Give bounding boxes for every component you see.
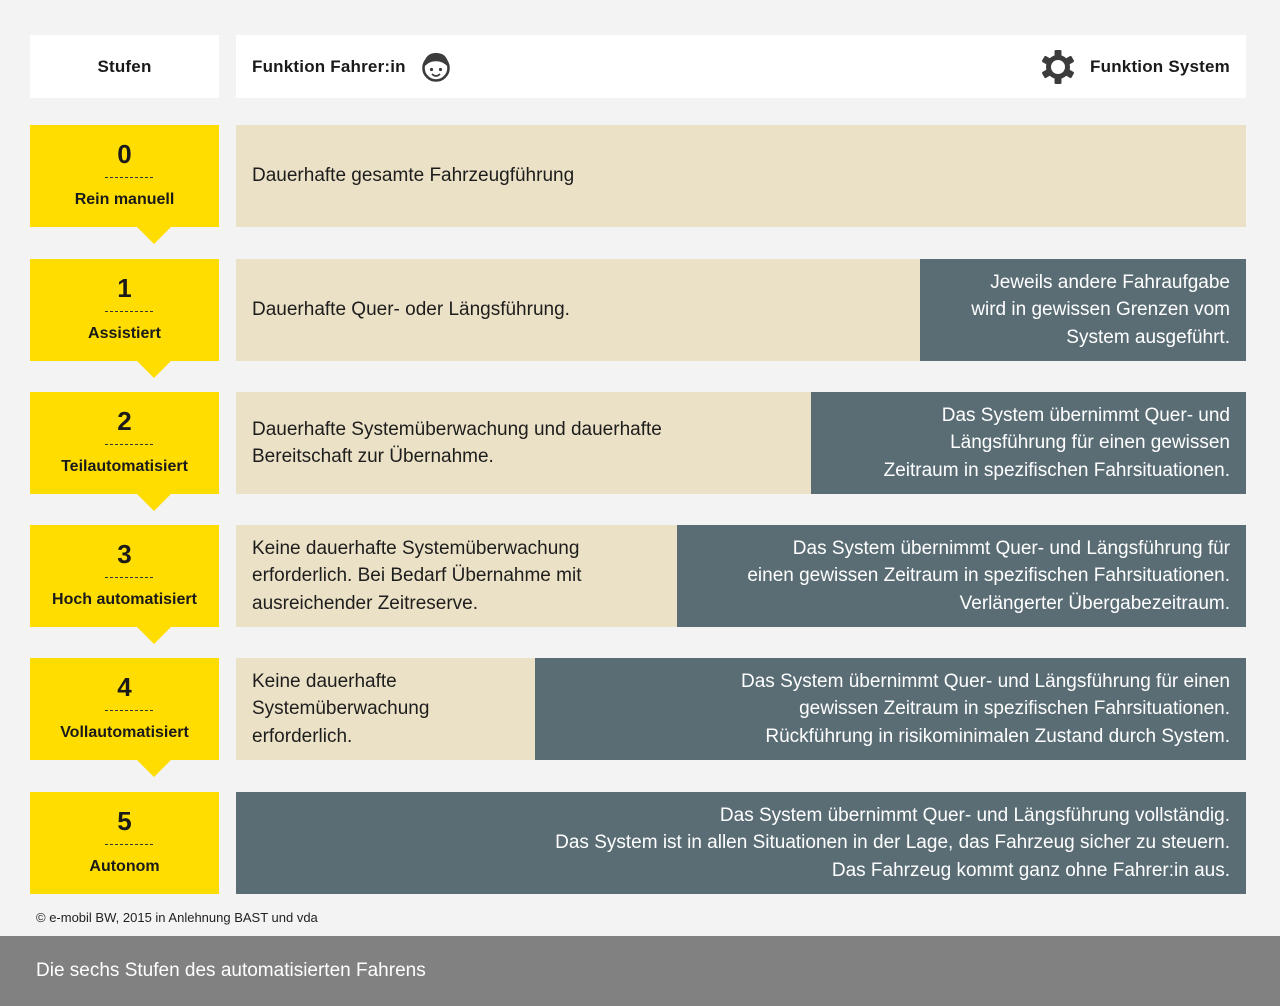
level-name: Autonom xyxy=(89,858,160,875)
footer-bar xyxy=(0,936,1280,1006)
level-1-stage xyxy=(30,259,219,361)
level-number: 1 xyxy=(117,273,132,303)
level-name: Hoch automatisiert xyxy=(52,591,197,608)
footer-title: Die sechs Stufen des automatisierten Fahrens xyxy=(36,960,426,981)
down-arrow-icon xyxy=(137,627,171,644)
system-function-label: Funktion System xyxy=(1090,56,1230,76)
down-arrow-icon xyxy=(137,227,171,244)
divider xyxy=(105,710,153,711)
level-2-driver-function: Dauerhafte Systemüberwachung und dauerhafte Bereitschaft zur Übernahme. xyxy=(236,392,812,494)
level-number: 4 xyxy=(117,672,132,702)
level-number: 3 xyxy=(117,539,132,569)
level-0-row xyxy=(0,125,1280,227)
header-functions xyxy=(236,35,1246,98)
system-header xyxy=(1040,49,1230,85)
level-number: 0 xyxy=(117,139,132,169)
driver-header xyxy=(252,49,454,85)
down-arrow-icon xyxy=(137,361,171,378)
divider xyxy=(105,444,153,445)
level-4-row xyxy=(0,658,1280,760)
divider xyxy=(105,844,153,845)
level-name: Teilautomatisiert xyxy=(61,458,188,475)
level-name: Rein manuell xyxy=(74,191,175,208)
level-4-system-function: Das System übernimmt Quer- und Längsführung für einen gewissen Zeitraum in spezifischen Fahrsituationen. Rückführung in risikominimalen Zustand durch System. xyxy=(535,658,1246,760)
gear-icon xyxy=(1040,49,1076,85)
level-0-driver-function: Dauerhafte gesamte Fahrzeugführung xyxy=(236,125,1246,227)
level-0-stage xyxy=(30,125,219,227)
down-arrow-icon xyxy=(137,760,171,777)
level-name: Vollautomatisiert xyxy=(60,724,189,741)
level-2-stage xyxy=(30,392,219,494)
level-2-system-function: Das System übernimmt Quer- und Längsführung für einen gewissen Zeitraum in spezifischen Fahrsituationen. xyxy=(811,392,1246,494)
level-number: 2 xyxy=(117,406,132,436)
divider xyxy=(105,177,153,178)
divider xyxy=(105,577,153,578)
level-3-stage xyxy=(30,525,219,627)
level-3-row xyxy=(0,525,1280,627)
copyright-credit: © e-mobil BW, 2015 in Anlehnung BAST und vda xyxy=(36,910,318,925)
level-2-row xyxy=(0,392,1280,494)
header-stufen xyxy=(30,35,219,98)
driver-function-label: Funktion Fahrer:in xyxy=(252,56,406,76)
level-3-system-function: Das System übernimmt Quer- und Längsführung für einen gewissen Zeitraum in spezifischen Fahrsituationen. Verlängerter Übergabezeitraum. xyxy=(677,525,1246,627)
level-4-stage xyxy=(30,658,219,760)
level-5-row xyxy=(0,792,1280,894)
level-4-driver-function: Keine dauerhafte Systemüberwachung erforderlich. xyxy=(236,658,536,760)
level-name: Assistiert xyxy=(88,325,161,342)
down-arrow-icon xyxy=(137,494,171,511)
level-5-stage xyxy=(30,792,219,894)
level-number: 5 xyxy=(117,806,132,836)
level-3-driver-function: Keine dauerhafte Systemüberwachung erforderlich. Bei Bedarf Übernahme mit ausreichender Zeitreserve. xyxy=(236,525,678,627)
stufen-label: Stufen xyxy=(97,56,152,76)
divider xyxy=(105,311,153,312)
level-5-system-function: Das System übernimmt Quer- und Längsführung vollständig. Das System ist in allen Situationen in der Lage, das Fahrzeug sicher zu steuern. Das Fahrzeug kommt ganz ohne Fahrer:in aus. xyxy=(236,792,1246,894)
level-1-system-function: Jeweils andere Fahraufgabe wird in gewissen Grenzen vom System ausgeführt. xyxy=(920,259,1246,361)
person-face-icon xyxy=(418,49,454,85)
level-1-row xyxy=(0,259,1280,361)
level-1-driver-function: Dauerhafte Quer- oder Längsführung. xyxy=(236,259,921,361)
